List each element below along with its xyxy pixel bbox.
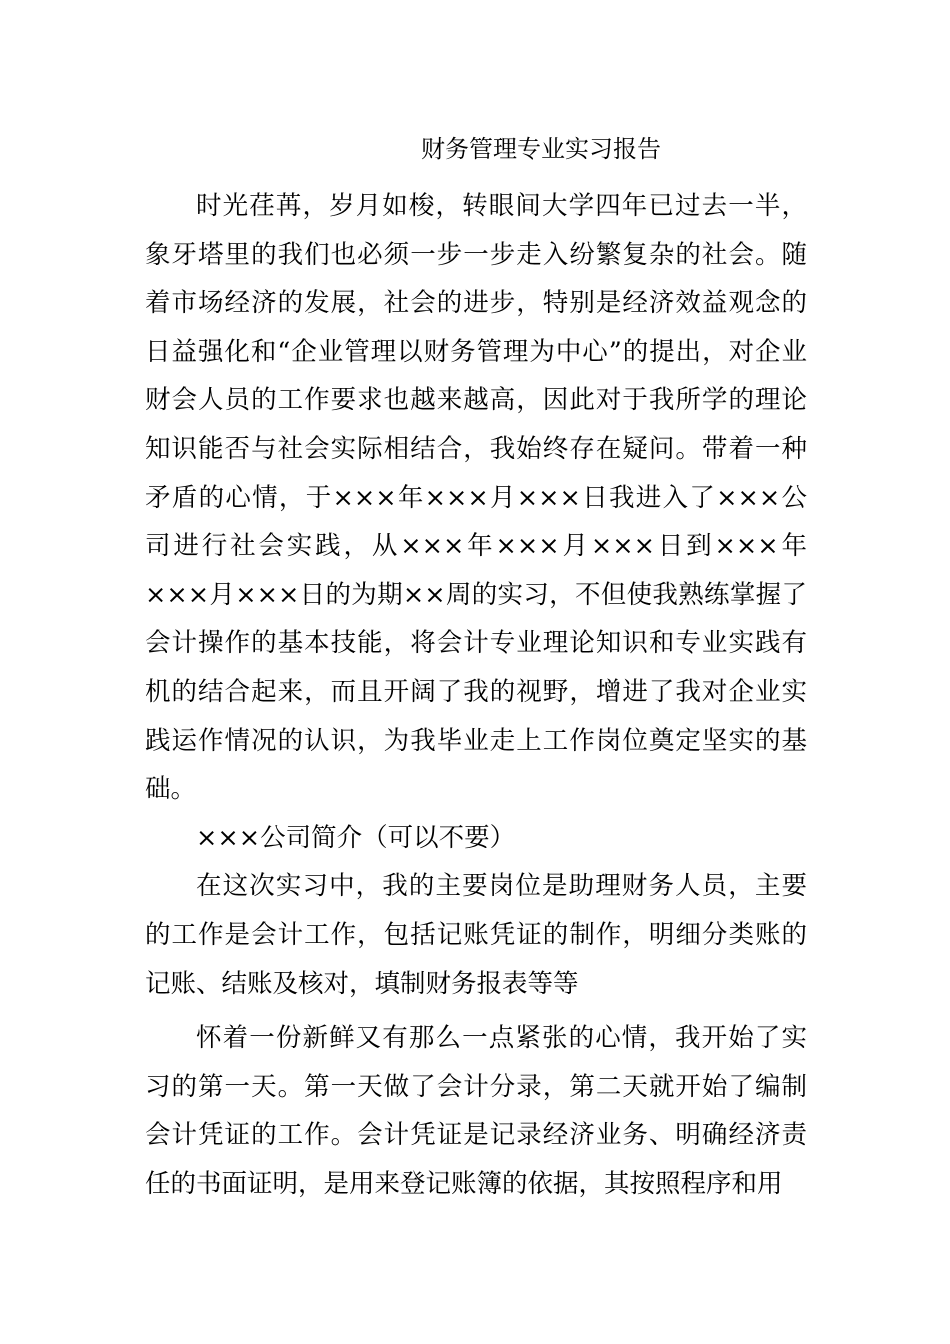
document-body — [145, 182, 807, 1208]
paragraph-position: 在这次实习中，我的主要岗位是助理财务人员，主要的工作是会计工作，包括记账凭证的制作，明细分类账的记账、结账及核对，填制财务报表等等 — [145, 871, 807, 999]
paragraph-first-day: 怀着一份新鲜又有那么一点紧张的心情，我开始了实习的第一天。第一天做了会计分录，第二天就开始了编制会计凭证的工作。会计凭证是记录经济业务、明确经济责任的书面证明，是用来登记账簿的依据，其按照程序和用 — [145, 1023, 807, 1199]
document-title: 财务管理专业实习报告 — [421, 135, 661, 163]
paragraph-intro: 时光荏苒，岁月如梭，转眼间大学四年已过去一半，象牙塔里的我们也必须一步一步走入纷繁复杂的社会。随着市场经济的发展，社会的进步，特别是经济效益观念的日益强化和“企业管理以财务管理为中心”的提出，对企业财会人员的工作要求也越来越高，因此对于我所学的理论知识能否与社会实际相结合，我始终存在疑问。带着一种矛盾的心情，于×××年×××月×××日我进入了×××公司进行社会实践，从×××年×××月×××日到×××年×××月×××日的为期××周的实习，不但使我熟练掌握了会计操作的基本技能，将会计专业理论知识和专业实践有机的结合起来，而且开阔了我的视野，增进了我对企业实践运作情况的认识，为我毕业走上工作岗位奠定坚实的基础。 — [145, 191, 807, 805]
paragraph-company-intro: ×××公司简介（可以不要） — [196, 822, 516, 853]
